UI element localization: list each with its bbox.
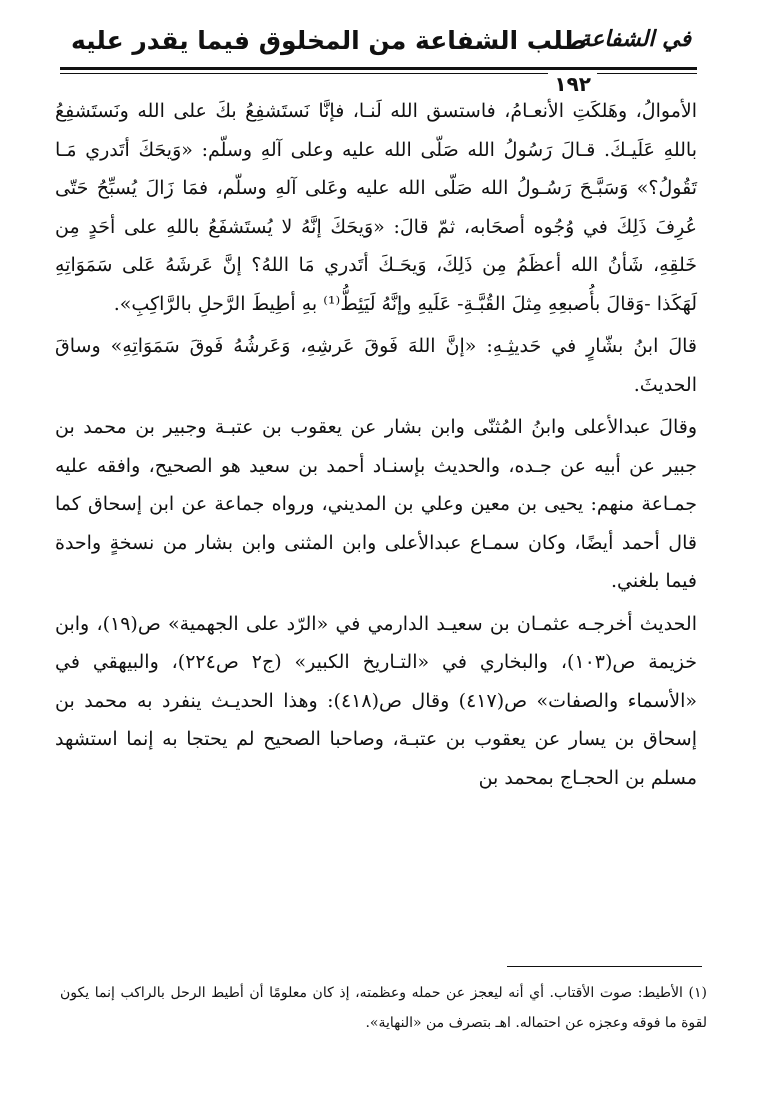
paragraph: قالَ ابنُ بشّارٍ في حَديثِـهِ: «إنَّ اللهَ فَوقَ عَرشِهِ، وَعَرشُهُ فَوقَ سَمَوَاتِهِ» وساقَ الحديثَ.: [55, 335, 697, 396]
page-header: [60, 22, 697, 96]
chapter-label: في الشفاعة: [579, 26, 691, 52]
footnote: (١) الأطيط: صوت الأقتاب. أي أنه ليعجز عن حمله وعظمته، إذ كان معلومًا أن أطيط الرحل بالراكب إنما يكون لقوة ما فوقه وعجزه عن احتماله. اهـ بتصرف من «النهاية».: [60, 985, 707, 1031]
header-rule: [60, 67, 697, 70]
paragraph: الحديث أخرجـه عثمـان بن سعيـد الدارمي في «الرّد على الجهمية» ص(١٩)، وابن خزيمة ص(١٠٣)، والبخاري في «التـاريخ الكبير» (ج٢ ص٢٢٤)، والبيهقي في «الأسماء والصفات» ص(٤١٧) وقال ص(٤١٨): وهذا الحديـث ينفرد به محمد بن إسحاق بن يسار عن يعقوب بن عتبـة، وصاحبا الصحيح لم يحتجا به إنما استشهد مسلم بن الحجـاج بمحمد بن: [55, 612, 697, 789]
paragraph: الأموالُ، وهَلكَتِ الأنعـامُ، فاستسق الله لَنـا، فإنَّا نَستَشفِعُ بكَ على الله ونَستَشفِعُ باللهِ عَلَيـكَ. قـالَ رَسُولُ الله صَلّى الله عليه وعلى آلهِ وسلّم: «وَيحَكَ أتَدري مَـا تَقُولُ؟» وَسَبَّـحَ رَسُـولُ الله صَلّى الله عليه وعَلى آلهِ وسلّم، فمَا زَالَ يُسبِّحُ حَتّى عُرِفَ ذَلِكَ في وُجُوه أصحَابه، ثمّ قالَ: «وَيحَكَ إنَّهُ لا يُستَشفَعُ باللهِ على أحَدٍ مِن خَلقِهِ، شَأنُ الله أعظَمُ مِن ذَلِكَ، وَيحَـكَ أتَدري مَا اللهُ؟ إنَّ عَرشَهُ عَلى سَمَوَاتِهِ لَهَكَذا -وَقالَ بأُصبعِهِ مِثلَ القُبَّـةِ- عَلَيهِ وإنَّهُ لَيَئِطُّ⁽¹⁾ بهِ أطِيطَ الرَّحلِ بالرَّاكِبِ».: [55, 100, 697, 315]
header-rule-thin: [60, 73, 697, 74]
page-number: ١٩٢: [548, 72, 597, 96]
body-text: [55, 92, 697, 797]
paragraph: وقالَ عبدالأعلى وابنُ المُثنّى وابن بشار عن يعقوب بن عتبـة وجبير بن محمد بن جبير عن أبيه عن جـده، والحديث بإسنـاد أحمد بن سعيد هو الصحيح، وافقه عليه جمـاعة منهم: يحيى بن معين وعلي بن المديني، ورواه جماعة عن ابن إسحاق كما قال أحمد أيضًا، وكان سمـاع عبدالأعلى وابن المثنى وابن بشار من نسخةٍ واحدة فيما بلغني.: [55, 416, 697, 592]
running-title: طلب الشفاعة من المخلوق فيما يقدر عليه: [71, 26, 587, 55]
footnote-divider: [507, 966, 702, 967]
